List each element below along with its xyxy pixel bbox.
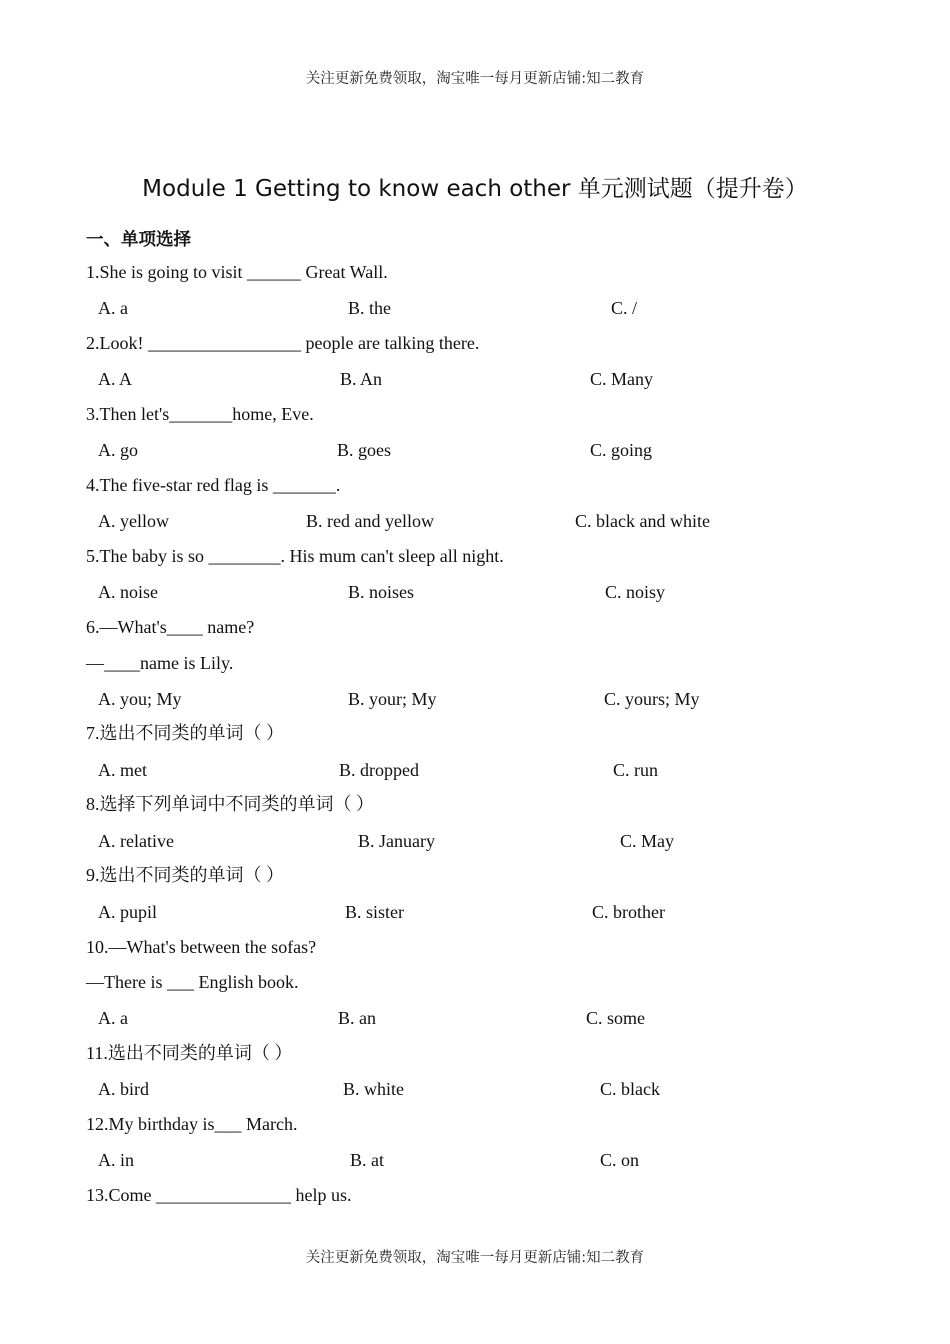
question-9-option-a: A. pupil <box>98 902 158 922</box>
question-7-option-c: C. run <box>613 760 658 780</box>
question-2-option-b: B. An <box>340 369 383 389</box>
page-header: 关注更新免费领取，淘宝唯一每月更新店铺:知二教育 <box>305 71 645 87</box>
question-2-option-c: C. Many <box>590 369 653 389</box>
question-6-text-line-2: —____name is Lily. <box>86 653 234 673</box>
question-9-option-b: B. sister <box>345 902 405 922</box>
question-12-option-c: C. on <box>600 1150 640 1170</box>
question-4-option-a: A. yellow <box>98 511 169 531</box>
question-9-text: 9.选出不同类的单词（ ） <box>86 865 284 885</box>
question-5-option-c: C. noisy <box>605 582 666 602</box>
question-4-text: 4.The five-star red flag is _______. <box>86 475 341 495</box>
question-3-text: 3.Then let's_______home, Eve. <box>86 404 314 424</box>
question-1-text: 1.She is going to visit ______ Great Wall. <box>86 262 388 282</box>
question-8-option-b: B. January <box>358 831 435 851</box>
question-8-option-a: A. relative <box>98 831 174 851</box>
question-10-text: 10.—What's between the sofas? <box>86 937 317 957</box>
question-7-text: 7.选出不同类的单词（ ） <box>86 723 284 743</box>
question-3-option-c: C. going <box>590 440 653 460</box>
question-4-option-b: B. red and yellow <box>306 511 434 531</box>
question-10-option-c: C. some <box>586 1008 646 1028</box>
question-3-option-b: B. goes <box>337 440 391 460</box>
question-13-text: 13.Come _______________ help us. <box>86 1185 352 1205</box>
question-8-text: 8.选择下列单词中不同类的单词（ ） <box>86 794 374 814</box>
question-1-option-b: B. the <box>348 298 391 318</box>
question-5-option-a: A. noise <box>98 582 158 602</box>
document-title: Module 1 Getting to know each other 单元测试题（提升卷） <box>142 176 808 202</box>
question-2-option-a: A. A <box>98 369 133 389</box>
question-11-option-a: A. bird <box>98 1079 149 1099</box>
question-11-option-c: C. black <box>600 1079 660 1099</box>
section-heading: 一、单项选择 <box>86 230 191 250</box>
question-9-option-c: C. brother <box>592 902 665 922</box>
question-7-option-b: B. dropped <box>339 760 419 780</box>
question-11-option-b: B. white <box>343 1079 404 1099</box>
question-2-text: 2.Look! _________________ people are talking there. <box>86 333 480 353</box>
question-7-option-a: A. met <box>98 760 147 780</box>
question-1-option-a: A. a <box>98 298 128 318</box>
question-4-option-c: C. black and white <box>575 511 710 531</box>
question-6-option-b: B. your; My <box>348 689 437 709</box>
question-1-option-c: C. / <box>611 298 638 318</box>
question-3-option-a: A. go <box>98 440 138 460</box>
question-12-option-b: B. at <box>350 1150 384 1170</box>
page-footer: 关注更新免费领取，淘宝唯一每月更新店铺:知二教育 <box>305 1250 645 1266</box>
question-5-option-b: B. noises <box>348 582 415 602</box>
question-11-text: 11.选出不同类的单词（ ） <box>86 1043 293 1063</box>
question-6-text: 6.—What's____ name? <box>86 617 255 637</box>
question-6-option-c: C. yours; My <box>604 689 700 709</box>
question-12-text: 12.My birthday is___ March. <box>86 1114 298 1134</box>
question-8-option-c: C. May <box>620 831 674 851</box>
question-12-option-a: A. in <box>98 1150 134 1170</box>
question-10-text-line-2: —There is ___ English book. <box>86 972 299 992</box>
question-5-text: 5.The baby is so ________. His mum can't sleep all night. <box>86 546 504 566</box>
question-10-option-b: B. an <box>338 1008 376 1028</box>
question-6-option-a: A. you; My <box>98 689 182 709</box>
question-10-option-a: A. a <box>98 1008 128 1028</box>
